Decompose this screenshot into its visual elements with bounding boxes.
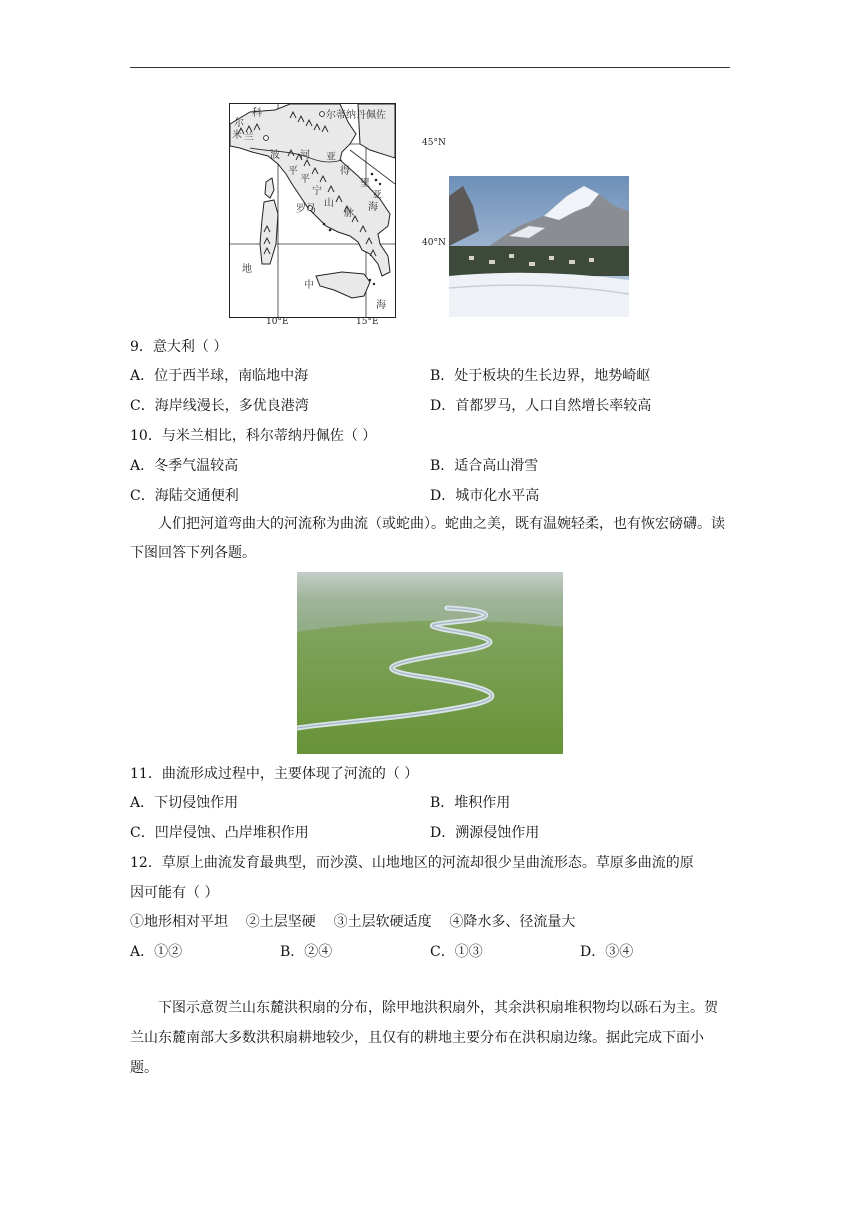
map-label-hai2: 海 [376, 300, 386, 311]
map-label-bo: 波 [270, 150, 280, 161]
map-label-ning: 宁 [312, 186, 322, 197]
map-label-lan: 兰 [244, 132, 254, 143]
q9-option-d[interactable]: D．首都罗马，人口自然增长率较高 [430, 398, 652, 414]
lat-40-label: 40°N [422, 238, 446, 248]
lon-10-label: 10°E [266, 317, 289, 327]
map-label-er: 尔 [234, 118, 244, 129]
q12-option-a[interactable]: A．①② [130, 944, 183, 960]
map-label-di: 地 [242, 264, 252, 275]
q9-option-b[interactable]: B．处于板块的生长边界，地势崎岖 [430, 368, 651, 384]
q9-option-c[interactable]: C．海岸线漫长，多优良港湾 [130, 398, 309, 414]
q9-option-a[interactable]: A．位于西半球，南临地中海 [130, 368, 309, 384]
map-label-ping: 平 [288, 166, 298, 177]
map-label-ke: 科 [252, 108, 262, 119]
header-rule [130, 67, 730, 68]
meander-photo [297, 572, 563, 754]
q12-stem-line1: 12．草原上曲流发育最典型，而沙漠、山地地区的河流却很少呈曲流形态。草原多曲流的原 [130, 855, 694, 871]
q10-option-b[interactable]: B．适合高山滑雪 [430, 458, 539, 474]
q11-option-d[interactable]: D．溯源侵蚀作用 [430, 825, 540, 841]
map-label-ya2: 亚 [372, 190, 382, 201]
map-label-he: 河 [300, 150, 310, 161]
lon-15-label: 15°E [356, 317, 379, 327]
cortina-marker [320, 112, 325, 117]
q12-option-b[interactable]: B．②④ [280, 944, 333, 960]
map-label-li: 里 [360, 178, 370, 189]
italy-map [229, 103, 396, 318]
q11-option-c[interactable]: C．凹岸侵蚀、凸岸堆积作用 [130, 825, 309, 841]
q12-stem-line2: 因可能有（ ） [130, 885, 219, 901]
q10-stem: 10．与米兰相比，科尔蒂纳丹佩佐（ ） [130, 428, 377, 444]
cortina-photo [449, 176, 629, 317]
meander-intro: 人们把河道弯曲大的河流称为曲流（或蛇曲）。蛇曲之美，既有温婉轻柔，也有恢宏磅礴。读下图回答下列各题。 [130, 516, 725, 561]
fan-intro: 下图示意贺兰山东麓洪积扇的分布，除甲地洪积扇外，其余洪积扇堆积物均以砾石为主。贺兰山东麓南部大多数洪积扇耕地较少，且仅有的耕地主要分布在洪积扇边缘。据此完成下面小题。 [130, 1000, 718, 1076]
map-label-de: 得 [340, 166, 350, 177]
q10-option-a[interactable]: A．冬季气温较高 [130, 458, 239, 474]
map-label-ya: 亚 [326, 152, 336, 163]
map-label-ping2: 平 [300, 174, 310, 185]
q11-stem: 11．曲流形成过程中，主要体现了河流的（ ） [130, 766, 419, 782]
q10-option-c[interactable]: C．海陆交通便利 [130, 488, 239, 504]
map-label-mai: 脉 [344, 208, 354, 219]
map-label-mi: 米 [232, 130, 242, 141]
q11-option-b[interactable]: B．堆积作用 [430, 795, 511, 811]
map-label-rome: 罗马 [296, 204, 316, 215]
map-label-cortina: 尔蒂纳丹佩佐 [326, 110, 386, 121]
q11-option-a[interactable]: A．下切侵蚀作用 [130, 795, 239, 811]
q9-stem: 9．意大利（ ） [130, 339, 228, 355]
map-label-zhong: 中 [304, 280, 314, 291]
map-label-hai: 海 [368, 202, 378, 213]
q12-option-d[interactable]: D．③④ [580, 944, 634, 960]
lat-45-label: 45°N [422, 138, 446, 148]
q12-option-c[interactable]: C．①③ [430, 944, 483, 960]
map-label-shan: 山 [324, 198, 334, 209]
q10-option-d[interactable]: D．城市化水平高 [430, 488, 540, 504]
q12-items: ①地形相对平坦 ②土层坚硬 ③土层软硬适度 ④降水多、径流量大 [130, 914, 576, 930]
milan-marker [264, 136, 269, 141]
